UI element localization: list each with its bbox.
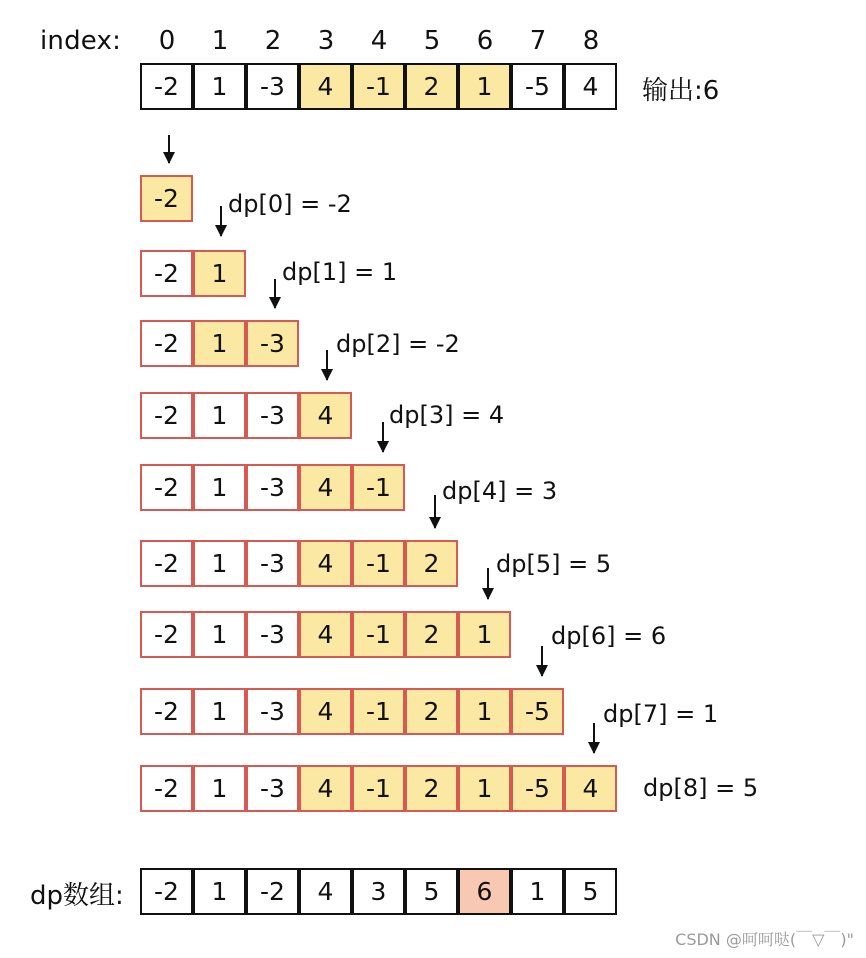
index-2: 2 bbox=[264, 26, 282, 56]
dp-step-label: dp[7] = 1 bbox=[603, 700, 719, 728]
output-label: 输出:6 bbox=[642, 76, 720, 106]
step-6-cell-5: 2 bbox=[405, 611, 458, 658]
down-arrow-icon bbox=[434, 495, 436, 528]
down-arrow-icon bbox=[326, 350, 328, 380]
input-cell-2: -3 bbox=[246, 63, 299, 110]
step-7-cell-6: 1 bbox=[458, 688, 511, 735]
step-7-cell-1: 1 bbox=[193, 688, 246, 735]
dp-array-cell-2: -2 bbox=[246, 868, 299, 915]
dp-step-label: dp[6] = 6 bbox=[551, 622, 667, 650]
step-7-cell-2: -3 bbox=[246, 688, 299, 735]
dp-array-cell-6: 6 bbox=[458, 868, 511, 915]
input-cell-5: 2 bbox=[405, 63, 458, 110]
step-1-cell-0: -2 bbox=[140, 250, 193, 297]
step-4-cell-3: 4 bbox=[299, 464, 352, 511]
dp-step-label: dp[2] = -2 bbox=[336, 330, 460, 358]
dp-array-label: dp数组: bbox=[30, 881, 124, 911]
index-8: 8 bbox=[582, 26, 600, 56]
step-7-cell-4: -1 bbox=[352, 688, 405, 735]
dp-array-cell-7: 1 bbox=[511, 868, 564, 915]
step-3-cell-0: -2 bbox=[140, 392, 193, 439]
step-8-cell-4: -1 bbox=[352, 765, 405, 812]
step-5-cell-5: 2 bbox=[405, 540, 458, 587]
step-8-cell-7: -5 bbox=[511, 765, 564, 812]
step-7-cell-3: 4 bbox=[299, 688, 352, 735]
index-label: index: bbox=[40, 26, 122, 56]
step-6-cell-1: 1 bbox=[193, 611, 246, 658]
step-8-cell-1: 1 bbox=[193, 765, 246, 812]
down-arrow-icon bbox=[168, 135, 170, 163]
step-8-cell-5: 2 bbox=[405, 765, 458, 812]
index-4: 4 bbox=[370, 26, 388, 56]
index-0: 0 bbox=[158, 26, 176, 56]
watermark: CSDN @呵呵哒(￣▽￣)" bbox=[675, 930, 854, 949]
input-cell-6: 1 bbox=[458, 63, 511, 110]
step-4-cell-4: -1 bbox=[352, 464, 405, 511]
step-7-cell-0: -2 bbox=[140, 688, 193, 735]
dp-step-label: dp[3] = 4 bbox=[389, 401, 505, 429]
step-8-cell-3: 4 bbox=[299, 765, 352, 812]
dp-array-cell-8: 5 bbox=[564, 868, 617, 915]
step-6-cell-6: 1 bbox=[458, 611, 511, 658]
index-1: 1 bbox=[211, 26, 229, 56]
step-8-cell-2: -3 bbox=[246, 765, 299, 812]
step-2-cell-0: -2 bbox=[140, 320, 193, 367]
dp-step-label: dp[8] = 5 bbox=[643, 774, 759, 802]
step-3-cell-3: 4 bbox=[299, 392, 352, 439]
dp-array-cell-0: -2 bbox=[140, 868, 193, 915]
step-6-cell-0: -2 bbox=[140, 611, 193, 658]
down-arrow-icon bbox=[382, 422, 384, 452]
index-7: 7 bbox=[529, 26, 547, 56]
step-5-cell-2: -3 bbox=[246, 540, 299, 587]
down-arrow-icon bbox=[220, 206, 222, 236]
input-cell-1: 1 bbox=[193, 63, 246, 110]
step-2-cell-2: -3 bbox=[246, 320, 299, 367]
step-6-cell-4: -1 bbox=[352, 611, 405, 658]
step-0-cell-0: -2 bbox=[140, 175, 193, 222]
step-3-cell-2: -3 bbox=[246, 392, 299, 439]
step-6-cell-3: 4 bbox=[299, 611, 352, 658]
step-4-cell-0: -2 bbox=[140, 464, 193, 511]
step-1-cell-1: 1 bbox=[193, 250, 246, 297]
dp-step-label: dp[5] = 5 bbox=[496, 550, 612, 578]
dp-array-cell-5: 5 bbox=[405, 868, 458, 915]
step-5-cell-3: 4 bbox=[299, 540, 352, 587]
step-8-cell-8: 4 bbox=[564, 765, 617, 812]
step-4-cell-1: 1 bbox=[193, 464, 246, 511]
input-cell-7: -5 bbox=[511, 63, 564, 110]
dp-step-label: dp[1] = 1 bbox=[282, 258, 398, 286]
step-2-cell-1: 1 bbox=[193, 320, 246, 367]
input-cell-3: 4 bbox=[299, 63, 352, 110]
index-5: 5 bbox=[423, 26, 441, 56]
down-arrow-icon bbox=[274, 279, 276, 308]
step-5-cell-4: -1 bbox=[352, 540, 405, 587]
dp-step-label: dp[0] = -2 bbox=[228, 190, 352, 218]
dp-array-cell-1: 1 bbox=[193, 868, 246, 915]
input-cell-4: -1 bbox=[352, 63, 405, 110]
step-8-cell-6: 1 bbox=[458, 765, 511, 812]
step-4-cell-2: -3 bbox=[246, 464, 299, 511]
down-arrow-icon bbox=[593, 723, 595, 753]
input-cell-8: 4 bbox=[564, 63, 617, 110]
step-7-cell-7: -5 bbox=[511, 688, 564, 735]
step-3-cell-1: 1 bbox=[193, 392, 246, 439]
down-arrow-icon bbox=[541, 646, 543, 676]
down-arrow-icon bbox=[487, 568, 489, 599]
index-3: 3 bbox=[317, 26, 335, 56]
dp-step-label: dp[4] = 3 bbox=[442, 477, 558, 505]
step-6-cell-2: -3 bbox=[246, 611, 299, 658]
index-6: 6 bbox=[476, 26, 494, 56]
step-7-cell-5: 2 bbox=[405, 688, 458, 735]
step-8-cell-0: -2 bbox=[140, 765, 193, 812]
dp-array-cell-4: 3 bbox=[352, 868, 405, 915]
dp-array-cell-3: 4 bbox=[299, 868, 352, 915]
step-5-cell-1: 1 bbox=[193, 540, 246, 587]
step-5-cell-0: -2 bbox=[140, 540, 193, 587]
input-cell-0: -2 bbox=[140, 63, 193, 110]
